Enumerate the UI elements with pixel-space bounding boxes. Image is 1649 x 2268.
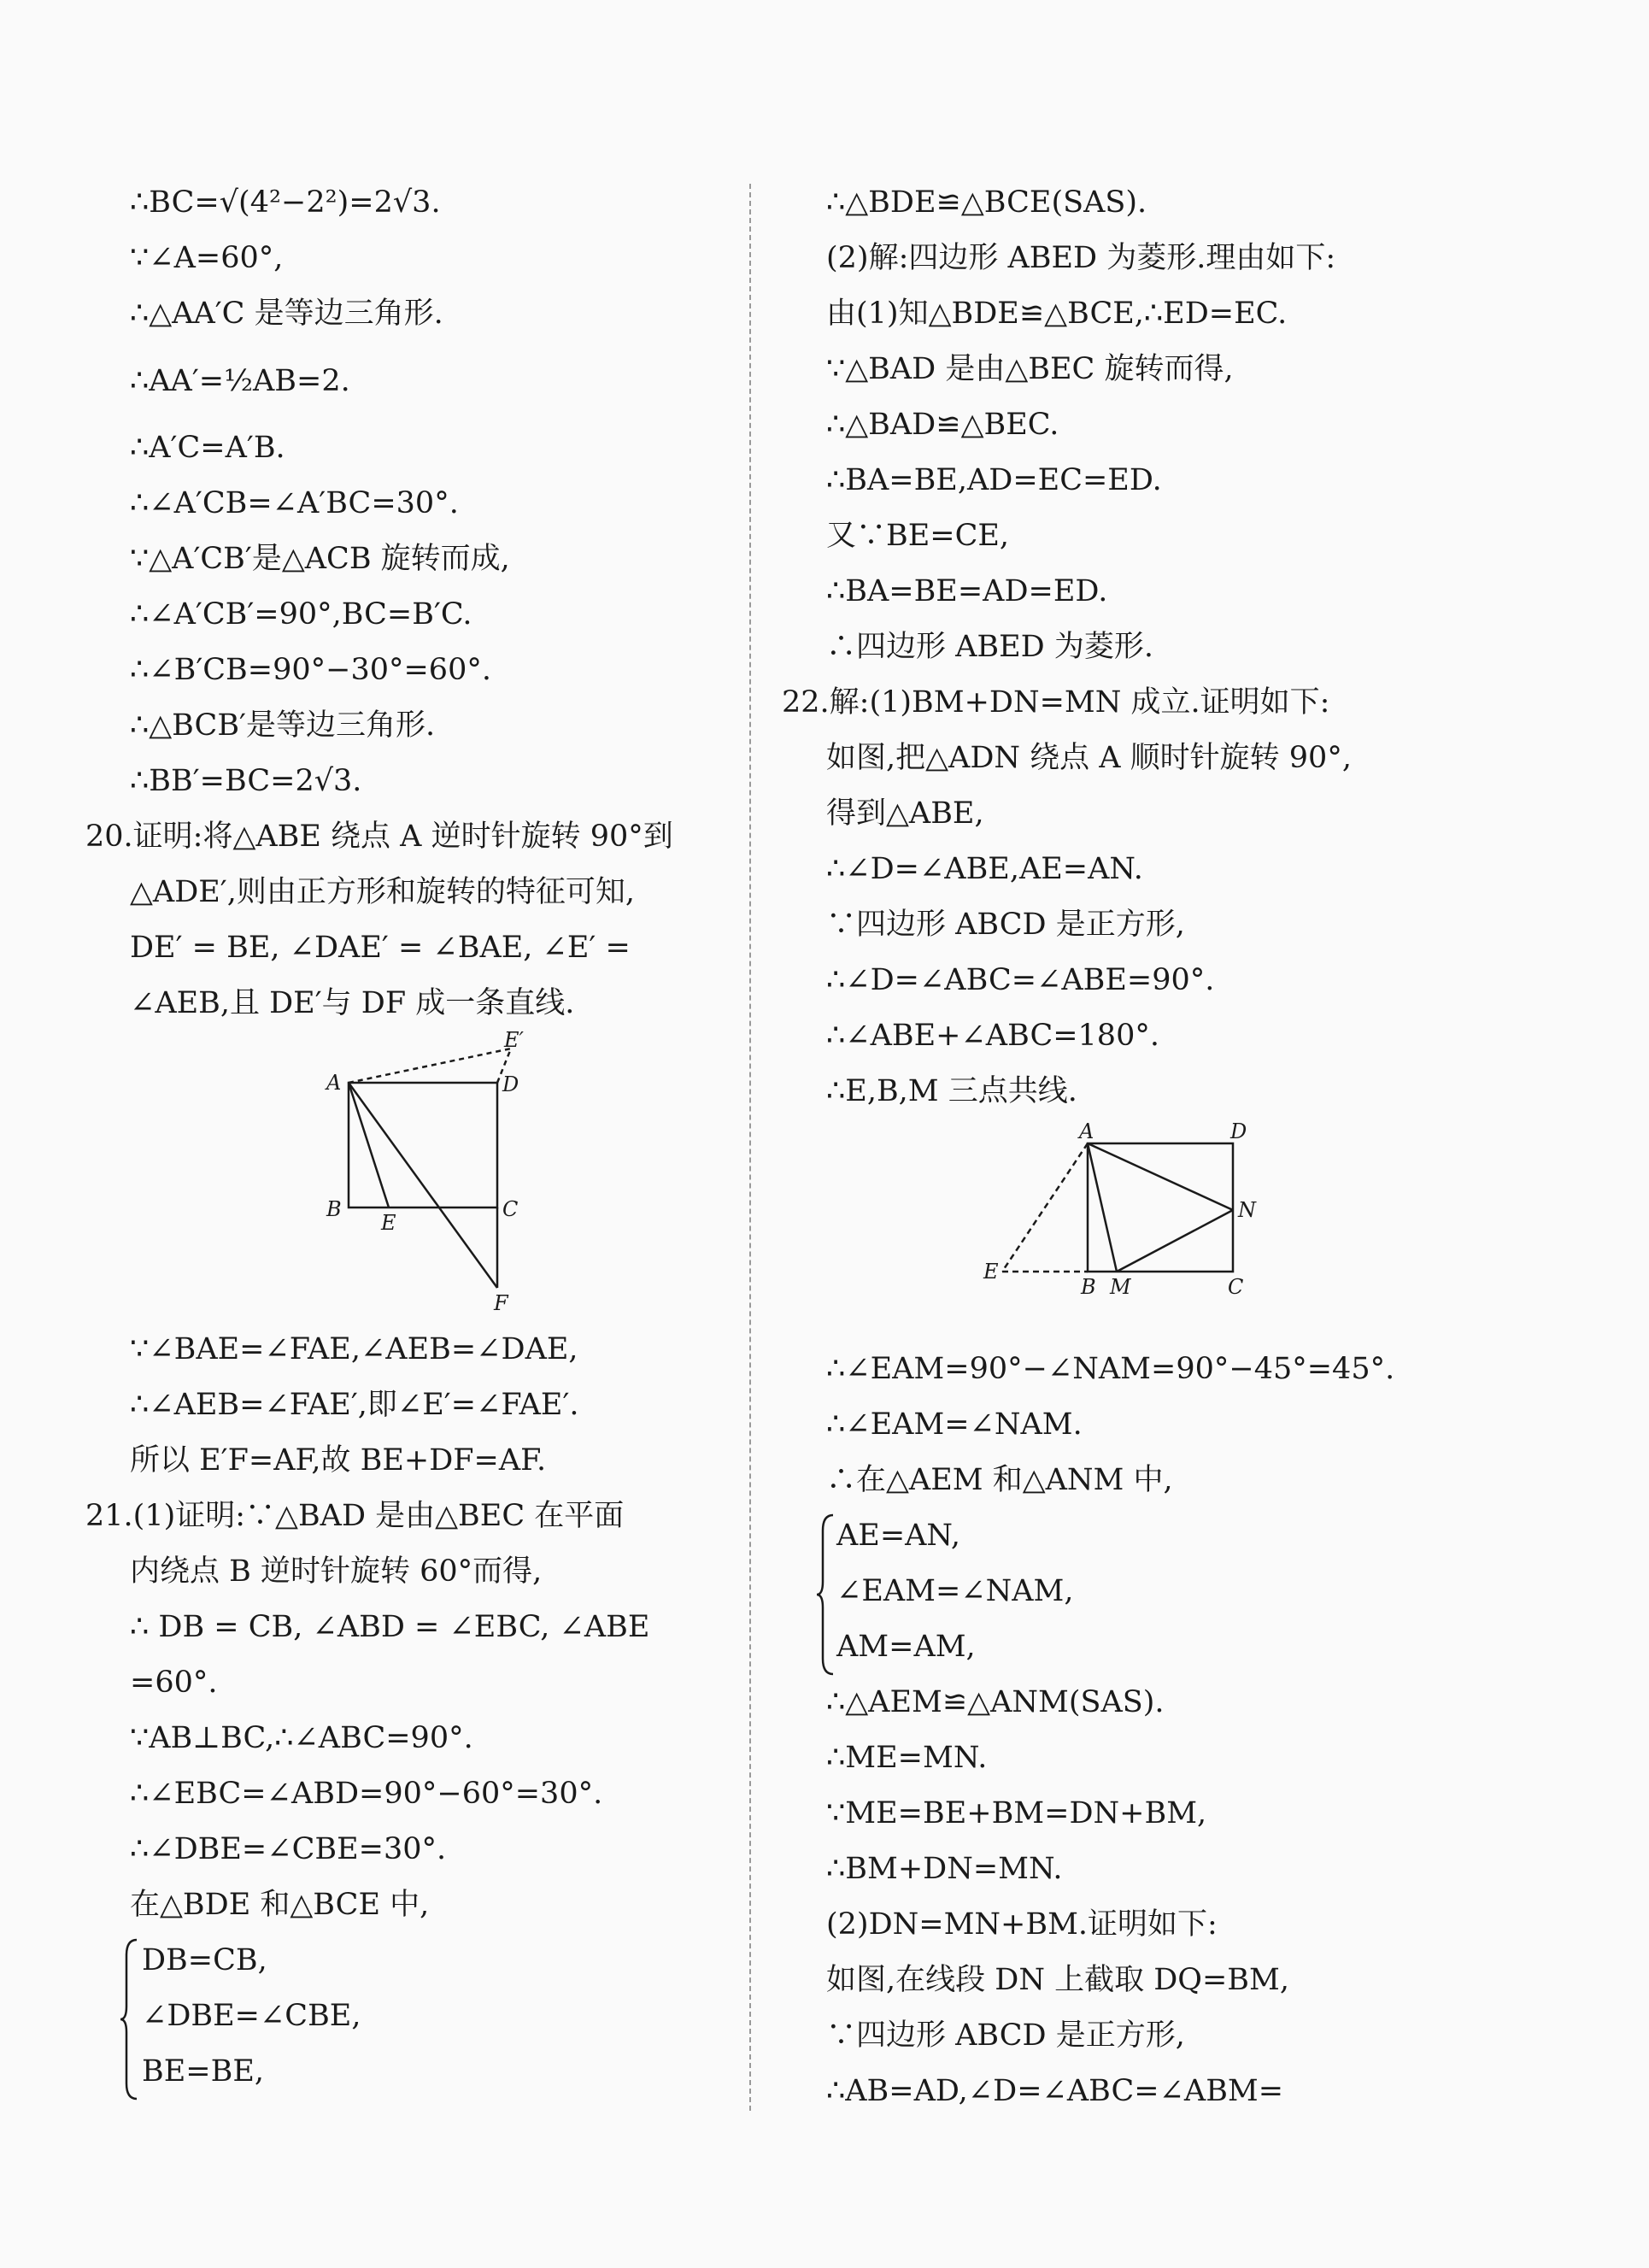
text-line: ∵∠A=60°, (130, 241, 284, 275)
equation-line: BE=BE, (142, 2054, 264, 2089)
text-line: =60°. (130, 1666, 218, 1700)
text-line: ∴BA=BE,AD=EC=ED. (826, 463, 1162, 497)
text-line: ∴△AA′C 是等边三角形. (130, 297, 443, 331)
text-line: ∵∠BAE=∠FAE,∠AEB=∠DAE, (130, 1332, 578, 1366)
text-line: ∴∠D=∠ABC=∠ABE=90°. (826, 963, 1215, 997)
equation-line: AE=AN, (836, 1519, 960, 1553)
text-line: ∴∠EAM=90°−∠NAM=90°−45°=45°. (826, 1352, 1395, 1386)
label-C: C (1228, 1275, 1244, 1299)
label-D: D (502, 1072, 519, 1096)
label-E: E (381, 1211, 396, 1235)
label-C: C (502, 1197, 519, 1221)
text-line: ∴∠AEB=∠FAE′,即∠E′=∠FAE′. (130, 1388, 579, 1422)
left-brace-icon (816, 1513, 835, 1676)
text-line: ∴∠D=∠ABE,AE=AN. (826, 852, 1143, 886)
text-line: (2)DN=MN+BM.证明如下: (826, 1907, 1218, 1942)
text-line: ∵△BAD 是由△BEC 旋转而得, (826, 352, 1234, 386)
text-line: ∴BC=√(4²−2²)=2√3. (130, 185, 441, 220)
text-line: 内绕点 B 逆时针旋转 60°而得, (130, 1554, 543, 1589)
text-line: ∴△BDE≌△BCE(SAS). (826, 185, 1147, 220)
text-line: ∵ME=BE+BM=DN+BM, (826, 1796, 1207, 1830)
text-line: ∴AB=AD,∠D=∠ABC=∠ABM= (826, 2074, 1284, 2108)
figure-square-abcd-2 (782, 1119, 1431, 1342)
label-D: D (1230, 1119, 1247, 1143)
geometry-diagram-2 (782, 1119, 1431, 1342)
text-line: ∴AA′=½AB=2. (130, 364, 350, 398)
label-B: B (326, 1197, 342, 1221)
equation-line: ∠EAM=∠NAM, (836, 1574, 1074, 1608)
text-line: ∴BA=BE=AD=ED. (826, 574, 1108, 608)
text-line: 如图,把△ADN 绕点 A 顺时针旋转 90°, (826, 741, 1352, 775)
text-line: ∴△BAD≌△BEC. (826, 408, 1059, 442)
text-line: ∠AEB,且 DE′与 DF 成一条直线. (130, 986, 575, 1020)
text-line: DE′ = BE, ∠DAE′ = ∠BAE, ∠E′ = (130, 931, 631, 965)
right-column (782, 175, 1431, 2119)
figure-square-abcd-1 (85, 1031, 735, 1322)
equation-line: DB=CB, (142, 1943, 267, 1977)
text-line: △ADE′,则由正方形和旋转的特征可知, (130, 875, 636, 909)
text-line: ∵△A′CB′是△ACB 旋转而成, (130, 542, 510, 576)
left-column (85, 175, 735, 2100)
text-line: ∴∠ABE+∠ABC=180°. (826, 1019, 1159, 1053)
question-22-line: 22.解:(1)BM+DN=MN 成立.证明如下: (782, 685, 1330, 720)
text-line: ∴E,B,M 三点共线. (826, 1074, 1077, 1108)
text-line: 所以 E′F=AF,故 BE+DF=AF. (130, 1443, 547, 1478)
text-line: ∴∠B′CB=90°−30°=60°. (130, 653, 491, 687)
label-E: E (983, 1260, 999, 1284)
text-line: ∴∠DBE=∠CBE=30°. (130, 1832, 447, 1866)
left-brace-icon (120, 1938, 138, 2101)
text-line: ∴四边形 ABED 为菱形. (826, 630, 1153, 664)
equation-system-2 (782, 1508, 1431, 1675)
text-line: 由(1)知△BDE≌△BCE,∴ED=EC. (826, 297, 1288, 331)
text-line: ∴A′C=A′B. (130, 431, 285, 465)
text-line: ∴∠A′CB=∠A′BC=30°. (130, 486, 459, 520)
text-line: ∴∠EAM=∠NAM. (826, 1407, 1083, 1442)
text-line: ∴BB′=BC=2√3. (130, 764, 362, 798)
text-line: ∴∠A′CB′=90°,BC=B′C. (130, 597, 472, 632)
text-line: ∵四边形 ABCD 是正方形, (826, 2018, 1185, 2053)
label-F: F (494, 1291, 508, 1315)
text-line: 如图,在线段 DN 上截取 DQ=BM, (826, 1963, 1289, 1997)
text-line: 又∵BE=CE, (826, 519, 1010, 553)
text-line: 得到△ABE, (826, 796, 984, 831)
label-M: M (1110, 1275, 1131, 1299)
text-line: ∵四边形 ABCD 是正方形, (826, 908, 1185, 942)
text-line: ∵AB⊥BC,∴∠ABC=90°. (130, 1721, 473, 1755)
text-line: ∴ DB = CB, ∠ABD = ∠EBC, ∠ABE (130, 1610, 650, 1644)
question-20-line: 20.证明:将△ABE 绕点 A 逆时针旋转 90°到 (85, 820, 673, 854)
column-divider (749, 184, 751, 2111)
equation-line: ∠DBE=∠CBE, (142, 1999, 361, 2033)
text-line: (2)解:四边形 ABED 为菱形.理由如下: (826, 241, 1336, 275)
equation-line: AM=AM, (836, 1630, 976, 1664)
label-A: A (326, 1071, 342, 1095)
text-line: 在△BDE 和△BCE 中, (130, 1888, 430, 1922)
label-E-prime: E′ (504, 1031, 524, 1052)
text-line: ∴∠EBC=∠ABD=90°−60°=30°. (130, 1777, 603, 1811)
text-line: ∴△AEM≌△ANM(SAS). (826, 1685, 1165, 1719)
text-line: ∴在△AEM 和△ANM 中, (826, 1463, 1173, 1497)
text-line: ∴BM+DN=MN. (826, 1852, 1063, 1886)
question-21-line: 21.(1)证明:∵△BAD 是由△BEC 在平面 (85, 1499, 625, 1533)
text-line: ∴△BCB′是等边三角形. (130, 708, 436, 743)
equation-system-1 (85, 1933, 735, 2100)
label-B: B (1081, 1275, 1096, 1299)
text-line: ∴ME=MN. (826, 1741, 988, 1775)
label-N: N (1238, 1198, 1256, 1222)
geometry-diagram-1 (85, 1031, 735, 1322)
label-A: A (1079, 1119, 1094, 1143)
